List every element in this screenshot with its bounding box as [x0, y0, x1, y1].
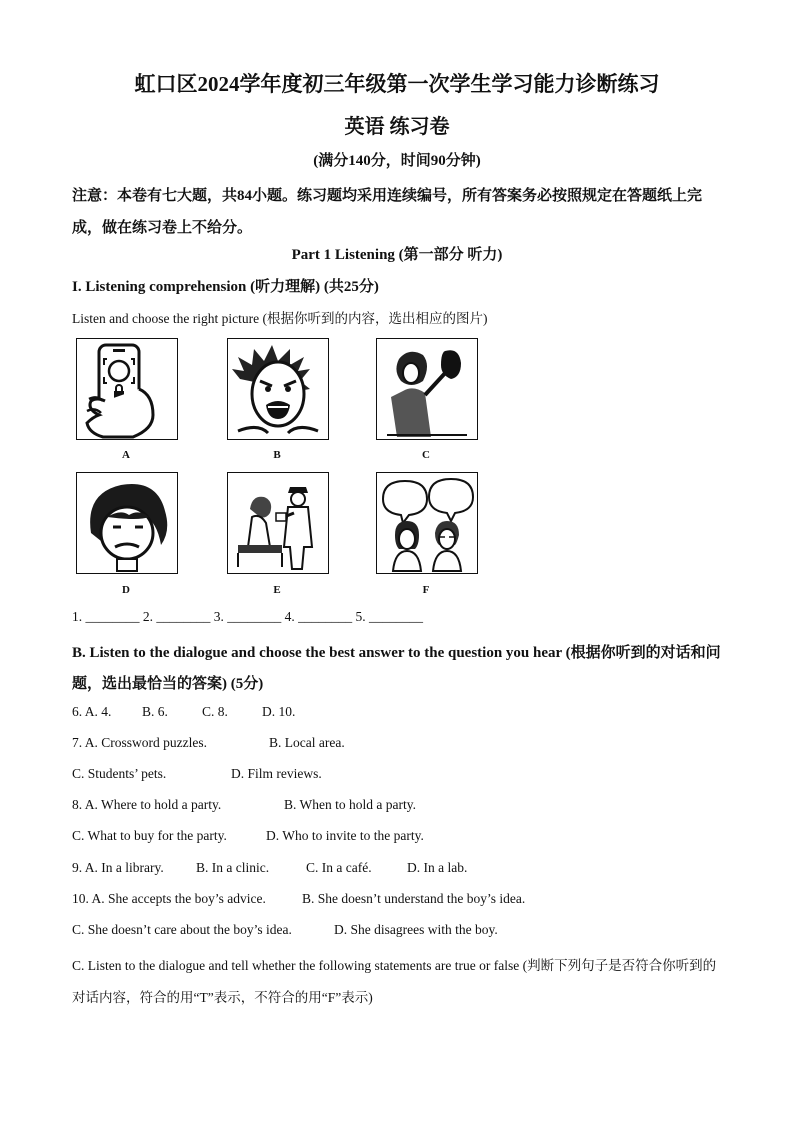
q10-option-d: D. She disagrees with the boy. — [334, 922, 498, 937]
section-c-instruction: C. Listen to the dialogue and tell whether the following statements are true or false (判断下列句子是否符合你听到的对话内容，符合的用“T”表示，不符合的用“F”表示) — [72, 958, 717, 1005]
picture-a-label: A — [122, 449, 130, 461]
q9-option-d: D. In a lab. — [407, 860, 468, 875]
woman-holding-mask-icon — [377, 339, 477, 439]
q10-option-b: B. She doesn’t understand the boy’s idea. — [302, 891, 526, 906]
section-i-heading: I. Listening comprehension (听力理解) (共25分) — [72, 279, 379, 295]
question-10-line-2 — [72, 922, 498, 938]
picture-f — [376, 472, 478, 574]
picture-c-label: C — [422, 449, 430, 461]
section-b-heading: B. Listen to the dialogue and choose the best answer to the question you hear (根据你听到的对话和问题，选出最恰当的答案) (5分) — [72, 645, 721, 692]
picture-a — [76, 338, 178, 440]
q6-option-d: D. 10. — [262, 704, 296, 719]
q10-option-c: C. She doesn’t care about the boy’s idea. — [72, 922, 292, 937]
q6-option-b: B. 6. — [142, 704, 168, 719]
q7-option-c: C. Students’ pets. — [72, 766, 167, 781]
picture-b-label: B — [273, 449, 281, 461]
exam-title: 虹口区2024学年度初三年级第一次学生学习能力诊断练习 — [134, 72, 660, 96]
part-heading: Part 1 Listening (第一部分 听力) — [291, 247, 503, 263]
picture-d-label: D — [122, 584, 130, 596]
question-8-line-2 — [72, 828, 424, 844]
q9-option-c: C. In a café. — [306, 860, 372, 875]
q6-option-c: C. 8. — [202, 704, 228, 719]
q10-option-a: 10. A. She accepts the boy’s advice. — [72, 891, 266, 906]
q7-option-d: D. Film reviews. — [231, 766, 322, 781]
picture-f-label: F — [422, 584, 430, 596]
unhappy-girl-icon — [77, 473, 177, 573]
q8-option-b: B. When to hold a party. — [284, 797, 416, 812]
score-time: (满分140分，时间90分钟) — [313, 153, 481, 169]
q7-option-a: 7. A. Crossword puzzles. — [72, 735, 207, 750]
q8-option-d: D. Who to invite to the party. — [266, 828, 424, 843]
q9-option-a: 9. A. In a library. — [72, 860, 164, 875]
q8-option-c: C. What to buy for the party. — [72, 828, 227, 843]
notice: 注意：本卷有七大题，共84小题。练习题均采用连续编号，所有答案务必按照规定在答题纸上完成，做在练习卷上不给分。 — [72, 188, 703, 236]
picture-c — [376, 338, 478, 440]
two-people-speech-bubbles-icon — [377, 473, 477, 573]
angry-shouting-face-icon — [228, 339, 328, 439]
exam-subtitle: 英语 练习卷 — [344, 116, 450, 138]
picture-e — [227, 472, 329, 574]
picture-b — [227, 338, 329, 440]
question-9 — [72, 860, 467, 876]
q8-option-a: 8. A. Where to hold a party. — [72, 797, 222, 812]
q7-option-b: B. Local area. — [269, 735, 345, 750]
phone-face-id-icon — [77, 339, 177, 439]
question-6 — [72, 704, 295, 720]
question-7-line-2 — [72, 766, 322, 782]
question-10-line-1 — [72, 891, 525, 907]
q9-option-b: B. In a clinic. — [196, 860, 270, 875]
picture-d — [76, 472, 178, 574]
q6-option-a: 6. A. 4. — [72, 704, 112, 719]
section-i-instruction: Listen and choose the right picture (根据你听到的内容，选出相应的图片) — [72, 311, 488, 326]
officer-writing-woman-icon — [228, 473, 328, 573]
answer-blanks: 1. ________ 2. ________ 3. ________ 4. ________ 5. ________ — [72, 609, 423, 624]
picture-e-label: E — [273, 584, 281, 596]
question-8-line-1 — [72, 797, 416, 813]
question-7-line-1 — [72, 735, 345, 751]
